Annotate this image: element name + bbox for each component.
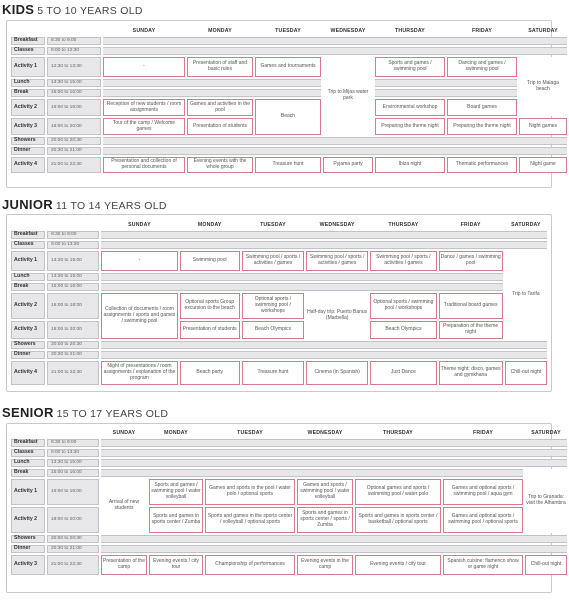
- senior-day-monday: MONDAY: [164, 429, 188, 436]
- row-time: 9:00 to 12:30: [47, 47, 101, 55]
- row-label: Activity 1: [11, 479, 45, 505]
- row-time: 8:30 to 9:00: [47, 37, 101, 45]
- activity-cell: Pyjama party: [323, 157, 373, 173]
- senior-row-breakfast: [11, 439, 567, 447]
- senior-row-dinner: [11, 545, 567, 553]
- row-time: 13:30 to 15:00: [47, 459, 99, 467]
- row-time: 16:00 to 18:00: [47, 99, 101, 116]
- activity-cell: Cinema (in Spanish): [306, 361, 368, 385]
- row-label: Dinner: [11, 351, 45, 359]
- activity-cell: Swimming pool: [180, 251, 240, 271]
- kids-day-sunday: SUNDAY: [132, 27, 156, 34]
- activity-cell: Beach party: [180, 361, 240, 385]
- activity-cell: -: [101, 251, 177, 271]
- row-time: 16:00 to 18:00: [47, 479, 99, 505]
- activity-cell: Collection of documents / room assignments / sports and games / swimming pool: [101, 293, 177, 339]
- activity-cell: Preparing the theme night: [375, 118, 445, 135]
- row-label: Activity 1: [11, 57, 45, 77]
- activity-cell: Spanish cuisine: flamenco show or game night: [443, 555, 523, 575]
- junior-level: JUNIOR: [2, 197, 53, 212]
- activity-cell: Preparation of the theme night: [439, 321, 503, 339]
- kids-header-row: [11, 26, 567, 35]
- junior-day-sunday: SUNDAY: [128, 221, 151, 228]
- kids-row-dinner: [11, 147, 567, 155]
- senior-day-sunday: SUNDAY: [112, 429, 136, 436]
- row-label: Breakfast: [11, 439, 45, 447]
- kids-day-thursday: THURSDAY: [395, 27, 425, 34]
- junior-day-friday: FRIDAY: [460, 221, 481, 228]
- row-time: 12:30 to 13:30: [47, 57, 101, 77]
- row-label: Breakfast: [11, 37, 45, 45]
- senior-row-lunch: [11, 459, 567, 467]
- kids-section: [0, 0, 558, 196]
- kids-schedule-table: [9, 24, 569, 175]
- row-time: 13:30 to 15:00: [47, 273, 99, 281]
- band-fill: [103, 37, 567, 45]
- senior-row-activity2: [11, 507, 567, 533]
- activity-span-cell: Trip to Mijas water park: [323, 57, 373, 135]
- activity-span-cell: Trip to Tarifa: [505, 251, 547, 339]
- band-fill: [101, 439, 567, 447]
- kids-row-breakfast: [11, 37, 567, 45]
- band-fill: [103, 79, 321, 87]
- senior-day-wednesday: WEDNESDAY: [307, 429, 343, 436]
- kids-row-showers: [11, 137, 567, 145]
- activity-cell: Games and activities in the pool: [187, 99, 253, 116]
- senior-row-activity1: [11, 479, 567, 505]
- activity-cell: Games and sports / swimming pool / water volleyball: [297, 479, 353, 505]
- row-label: Dinner: [11, 147, 45, 155]
- row-label: Classes: [11, 241, 45, 249]
- row-label: Activity 4: [11, 157, 45, 173]
- row-label: Dinner: [11, 545, 45, 553]
- row-time: 18:00 to 20:00: [47, 321, 99, 339]
- band-fill: [101, 545, 567, 553]
- row-label: Activity 3: [11, 118, 45, 135]
- activity-cell: Tour of the camp / Welcome games: [103, 118, 185, 135]
- activity-cell: Preparing the theme night: [447, 118, 517, 135]
- activity-cell: Presentation of staff and basic rules: [187, 57, 253, 77]
- junior-row-break: [11, 283, 547, 291]
- activity-cell: Thematic performances: [447, 157, 517, 173]
- kids-heading: [2, 1, 143, 19]
- row-time: 13:30 to 15:00: [47, 251, 99, 271]
- row-time: 15:00 to 16:00: [47, 283, 99, 291]
- row-label: Activity 1: [11, 251, 45, 271]
- activity-cell: Dance / games / swimming pool: [439, 251, 503, 271]
- senior-day-friday: FRIDAY: [472, 429, 494, 436]
- kids-day-wednesday: WEDNESDAY: [330, 27, 366, 34]
- kids-row-activity2: [11, 99, 567, 116]
- row-time: 20:00 to 20:30: [47, 341, 99, 349]
- activity-cell: Optional sports Group excursion to the beach: [180, 293, 240, 319]
- row-time: 21:00 to 22:30: [47, 157, 101, 173]
- band-fill: [103, 47, 567, 55]
- band-fill: [375, 79, 517, 87]
- activity-cell: Chill-out night: [525, 555, 567, 575]
- activity-cell: Evening events / city tour: [149, 555, 203, 575]
- junior-day-saturday: SATURDAY: [511, 221, 541, 228]
- row-label: Lunch: [11, 273, 45, 281]
- kids-row-activity4: [11, 157, 567, 173]
- row-label: Showers: [11, 535, 45, 543]
- activity-cell: Reception of new students / room assignments: [103, 99, 185, 116]
- kids-row-break: [11, 89, 567, 97]
- activity-cell: Sports and games in sports center / Zumba: [149, 507, 203, 533]
- row-label: Activity 4: [11, 361, 45, 385]
- senior-header-row: [11, 428, 567, 437]
- row-time: 20:00 to 20:30: [47, 137, 101, 145]
- band-fill: [101, 459, 567, 467]
- band-fill: [101, 449, 567, 457]
- band-fill: [101, 535, 567, 543]
- row-label: Lunch: [11, 459, 45, 467]
- senior-row-showers: [11, 535, 567, 543]
- band-fill: [101, 241, 547, 249]
- senior-ages: 15 TO 17 YEARS OLD: [56, 408, 169, 420]
- activity-cell: Optional sports / swimming pool / workshops: [242, 293, 304, 319]
- junior-row-dinner: [11, 351, 547, 359]
- activity-cell: Theme night: disco, games and gymkhana: [439, 361, 503, 385]
- activity-cell: Board games: [447, 99, 517, 116]
- row-time: 21:00 to 22:30: [47, 555, 99, 575]
- band-fill: [101, 351, 547, 359]
- activity-span-cell: Trip to Malaga beach: [519, 57, 567, 116]
- activity-cell: Chill-out night: [505, 361, 547, 385]
- activity-cell: Presentation of students: [180, 321, 240, 339]
- activity-span-cell: Trip to Granada: visit the Alhambra: [525, 469, 567, 533]
- kids-row-lunch: [11, 79, 567, 87]
- row-label: Break: [11, 283, 45, 291]
- activity-cell: Evening events / city tour: [355, 555, 441, 575]
- row-time: 20:30 to 21:00: [47, 351, 99, 359]
- band-fill: [101, 469, 523, 477]
- junior-row-breakfast: [11, 231, 547, 239]
- activity-cell: Games and optional sports / swimming pool / optional sports: [443, 507, 523, 533]
- band-fill: [101, 273, 502, 281]
- row-label: Activity 3: [11, 555, 45, 575]
- junior-row-activity1: [11, 251, 547, 271]
- band-fill: [103, 137, 567, 145]
- activity-cell: Sports and games in sports center / sports / Zumba: [297, 507, 353, 533]
- activity-cell: Sports and games in the sports center / volleyball / optional sports: [205, 507, 295, 533]
- row-label: Break: [11, 469, 45, 477]
- activity-cell: Just Dance: [370, 361, 436, 385]
- row-time: 20:30 to 21:00: [47, 545, 99, 553]
- row-time: 8:30 to 9:00: [47, 231, 99, 239]
- activity-cell: Swimming pool / sports / activities / games: [242, 251, 304, 271]
- row-time: 15:00 to 16:00: [47, 469, 99, 477]
- row-label: Lunch: [11, 79, 45, 87]
- row-time: 20:30 to 21:00: [47, 147, 101, 155]
- junior-row-activity4: [11, 361, 547, 385]
- row-label: Activity 2: [11, 293, 45, 319]
- junior-ages: 11 TO 14 YEARS OLD: [55, 200, 167, 212]
- senior-row-classes: [11, 449, 567, 457]
- activity-cell: Games and sports in the pool / water polo / optional sports: [205, 479, 295, 505]
- activity-cell: Sports and games / swimming pool: [375, 57, 445, 77]
- activity-cell: Optional games and sports / swimming pool / water polo: [355, 479, 441, 505]
- junior-heading: [2, 196, 167, 214]
- senior-row-activity3: [11, 555, 567, 575]
- activity-cell: Environmental workshop: [375, 99, 445, 116]
- junior-day-tuesday: TUESDAY: [260, 221, 286, 228]
- activity-span-cell: Arrival of new students: [101, 479, 147, 533]
- senior-schedule-table: [9, 426, 569, 577]
- band-fill: [101, 341, 547, 349]
- activity-cell: Sports and games in sports center / basketball / optional sports: [355, 507, 441, 533]
- kids-day-saturday: SATURDAY: [528, 27, 558, 34]
- row-time: 9:00 to 13:30: [47, 241, 99, 249]
- senior-row-break: [11, 469, 567, 477]
- band-fill: [375, 89, 517, 97]
- row-label: Showers: [11, 137, 45, 145]
- activity-cell: Treasure hunt: [242, 361, 304, 385]
- row-time: 16:00 to 18:00: [47, 293, 99, 319]
- junior-schedule-table: [9, 218, 549, 387]
- senior-section: [0, 402, 566, 600]
- junior-row-activity2: [11, 293, 547, 319]
- kids-ages: 5 TO 10 YEARS OLD: [37, 5, 143, 17]
- row-label: Classes: [11, 47, 45, 55]
- activity-cell: Sports and games / swimming pool / water volleyball: [149, 479, 203, 505]
- junior-section: [0, 194, 558, 394]
- activity-cell: Evening events with the whole group: [187, 157, 253, 173]
- junior-header-row: [11, 220, 547, 229]
- kids-level: KIDS: [2, 2, 35, 17]
- row-time: 21:00 to 22:30: [47, 361, 99, 385]
- activity-cell: Night games: [519, 118, 567, 135]
- activity-cell: Games and optional sports / swimming pool / aqua gym: [443, 479, 523, 505]
- junior-day-wednesday: WEDNESDAY: [319, 221, 355, 228]
- junior-day-monday: MONDAY: [197, 221, 222, 228]
- activity-cell: Championship of performances: [205, 555, 295, 575]
- senior-level: SENIOR: [2, 405, 54, 420]
- activity-cell: Games and tournaments: [255, 57, 321, 77]
- band-fill: [103, 89, 321, 97]
- kids-day-tuesday: TUESDAY: [275, 27, 301, 34]
- junior-row-activity3: [11, 321, 547, 339]
- junior-row-lunch: [11, 273, 547, 281]
- row-label: Activity 2: [11, 99, 45, 116]
- activity-cell: Presentation of students: [187, 118, 253, 135]
- row-label: Activity 3: [11, 321, 45, 339]
- activity-cell: Traditional board games: [439, 293, 503, 319]
- band-fill: [101, 283, 502, 291]
- row-time: 18:00 to 20:00: [47, 118, 101, 135]
- junior-row-showers: [11, 341, 547, 349]
- row-label: Activity 2: [11, 507, 45, 533]
- senior-heading: [2, 404, 168, 422]
- kids-day-monday: MONDAY: [208, 27, 232, 34]
- activity-cell: Presentation of the camp: [101, 555, 147, 575]
- row-time: 20:00 to 20:30: [47, 535, 99, 543]
- senior-day-saturday: SATURDAY: [531, 429, 561, 436]
- kids-day-friday: FRIDAY: [471, 27, 493, 34]
- activity-cell: Optional sports / swimming pool / workshops: [370, 293, 436, 319]
- row-label: Breakfast: [11, 231, 45, 239]
- row-time: 13:30 to 15:00: [47, 79, 101, 87]
- row-label: Break: [11, 89, 45, 97]
- row-label: Classes: [11, 449, 45, 457]
- row-time: 9:00 to 13:30: [47, 449, 99, 457]
- senior-day-thursday: THURSDAY: [383, 429, 413, 436]
- junior-day-thursday: THURSDAY: [388, 221, 419, 228]
- band-fill: [101, 231, 547, 239]
- row-label: Showers: [11, 341, 45, 349]
- activity-cell: Dancing and games / swimming pool: [447, 57, 517, 77]
- activity-cell: Beach: [255, 99, 321, 135]
- activity-cell: Treasure hunt: [255, 157, 321, 173]
- kids-row-classes: [11, 47, 567, 55]
- band-fill: [103, 147, 567, 155]
- activity-cell: Beach Olympics: [242, 321, 304, 339]
- senior-day-tuesday: TUESDAY: [237, 429, 263, 436]
- activity-cell: -: [103, 57, 185, 77]
- activity-cell: Swimming pool / sports / activities / games: [306, 251, 368, 271]
- junior-row-classes: [11, 241, 547, 249]
- activity-cell: Night game: [519, 157, 567, 173]
- activity-cell: Night of presentations / room assignments / explanation of the program: [101, 361, 177, 385]
- row-time: 18:00 to 20:00: [47, 507, 99, 533]
- activity-cell: Presentation and collection of personal documents: [103, 157, 185, 173]
- activity-cell: Beach Olympics: [370, 321, 436, 339]
- kids-row-activity1: [11, 57, 567, 77]
- activity-cell: Swimming pool / sports / activities / games: [370, 251, 436, 271]
- activity-span-cell: Half-day trip: Puerto Banus (Marbella): [306, 293, 368, 339]
- activity-cell: Evening events in the camp: [297, 555, 353, 575]
- activity-cell: Ibiza night: [375, 157, 445, 173]
- row-time: 15:00 to 16:00: [47, 89, 101, 97]
- row-time: 8:30 to 9:00: [47, 439, 99, 447]
